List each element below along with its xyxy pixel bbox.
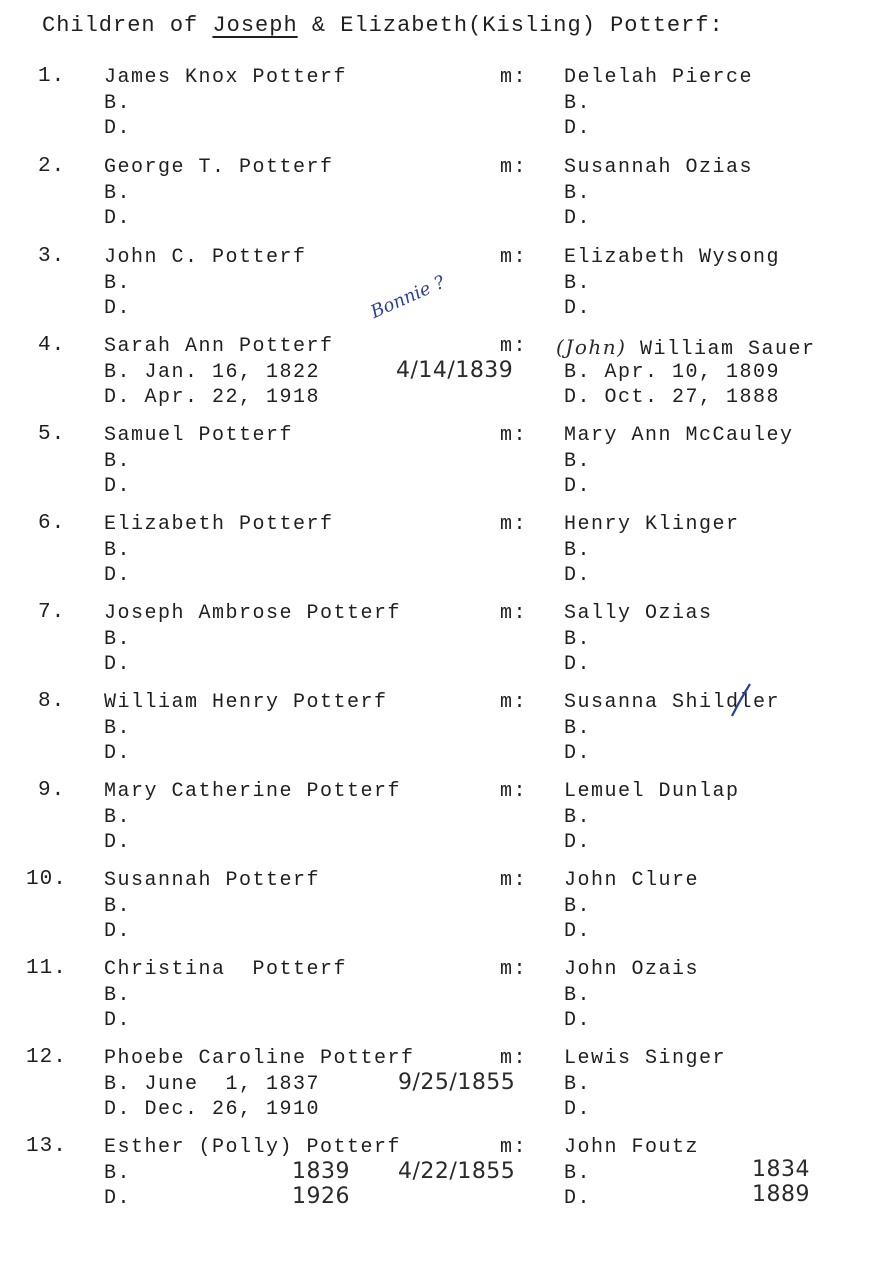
spouse-death: D. (564, 742, 592, 765)
page-title (42, 13, 724, 38)
child-birth: B. (104, 806, 132, 829)
spouse-birth: B. (564, 984, 592, 1007)
spouse-death: D. (564, 1009, 592, 1032)
married-label: m: (500, 246, 528, 269)
entry-6 (0, 512, 878, 598)
entry-number: 5. (38, 423, 66, 446)
spouse-birth: B. Apr. 10, 1809 (564, 361, 781, 384)
entry-1 (0, 65, 878, 151)
entry-number: 9. (38, 779, 66, 802)
child-death: D. (104, 920, 132, 943)
spouse-name: Henry Klinger (564, 513, 740, 536)
spouse-birth: B. (564, 182, 592, 205)
child-name: John C. Potterf (104, 246, 307, 269)
child-death: D. (104, 1009, 132, 1032)
spouse-birth: B. (564, 895, 592, 918)
entry-number: 1. (38, 65, 66, 88)
spouse-death: D. (564, 117, 592, 140)
married-label: m: (500, 513, 528, 536)
child-death: D. (104, 475, 132, 498)
spouse-death: D. Oct. 27, 1888 (564, 386, 781, 409)
entry-9 (0, 779, 878, 865)
child-birth: B. (104, 628, 132, 651)
spouse-death: D. (564, 564, 592, 587)
child-name: Sarah Ann Potterf (104, 335, 334, 358)
entry-number: 13. (26, 1135, 67, 1158)
child-death: D. Apr. 22, 1918 (104, 386, 321, 409)
married-label: m: (500, 780, 528, 803)
spouse-birth: B. (564, 628, 592, 651)
title-underlined-name: Joseph (212, 13, 298, 38)
spouse-birth: B. (564, 272, 592, 295)
spouse-name: Mary Ann McCauley (564, 424, 794, 447)
child-name: Samuel Potterf (104, 424, 294, 447)
child-name: George T. Potterf (104, 156, 334, 179)
correction-mark (726, 682, 756, 720)
handwritten-spouse-birth-year: 1834 (752, 1157, 810, 1182)
child-death: D. (104, 742, 132, 765)
child-birth: B. Jan. 16, 1822 (104, 361, 321, 384)
married-label: m: (500, 1047, 528, 1070)
entry-11 (0, 957, 878, 1043)
spouse-birth: B. (564, 1162, 592, 1185)
spouse-name-row (556, 334, 815, 363)
child-name: William Henry Potterf (104, 691, 388, 714)
child-name: Phoebe Caroline Potterf (104, 1047, 415, 1070)
entry-number: 12. (26, 1046, 67, 1069)
married-label: m: (500, 424, 528, 447)
spouse-name: Delelah Pierce (564, 66, 754, 89)
married-label: m: (500, 1136, 528, 1159)
spouse-death: D. (564, 1187, 592, 1210)
spouse-death: D. (564, 207, 592, 230)
child-death: D. (104, 653, 132, 676)
child-birth: B. (104, 1162, 132, 1185)
married-label: m: (500, 602, 528, 625)
spouse-birth: B. (564, 92, 592, 115)
spouse-death: D. (564, 653, 592, 676)
spouse-birth: B. (564, 1073, 592, 1096)
handwritten-margin-note: Bonnie ? (367, 271, 449, 323)
spouse-name: John Clure (564, 869, 700, 892)
handwritten-spouse-prefix: (John) (556, 335, 627, 359)
entry-number: 8. (38, 690, 66, 713)
married-label: m: (500, 335, 528, 358)
child-death: D. Dec. 26, 1910 (104, 1098, 321, 1121)
spouse-name: Susannah Ozias (564, 156, 754, 179)
title-suffix: & Elizabeth(Kisling) Potterf: (297, 13, 724, 38)
child-name: Esther (Polly) Potterf (104, 1136, 402, 1159)
child-birth: B. (104, 450, 132, 473)
child-birth: B. (104, 717, 132, 740)
child-birth: B. (104, 182, 132, 205)
entry-number: 6. (38, 512, 66, 535)
handwritten-marriage-date: 4/14/1839 (396, 358, 514, 383)
child-name: Elizabeth Potterf (104, 513, 334, 536)
child-birth: B. (104, 895, 132, 918)
child-name: Joseph Ambrose Potterf (104, 602, 402, 625)
married-label: m: (500, 66, 528, 89)
spouse-name: John Ozais (564, 958, 700, 981)
child-birth: B. (104, 272, 132, 295)
married-label: m: (500, 869, 528, 892)
entry-number: 2. (38, 155, 66, 178)
entry-12 (0, 1046, 878, 1132)
entry-number: 10. (26, 868, 67, 891)
spouse-death: D. (564, 475, 592, 498)
child-name: James Knox Potterf (104, 66, 348, 89)
entry-number: 11. (26, 957, 67, 980)
child-death: D. (104, 1187, 132, 1210)
entry-5 (0, 423, 878, 509)
entry-8 (0, 690, 878, 776)
spouse-name: William Sauer (639, 338, 816, 361)
spouse-birth: B. (564, 450, 592, 473)
child-birth: B. (104, 92, 132, 115)
spouse-name: Susanna Shildler (564, 691, 781, 714)
spouse-name: Lewis Singer (564, 1047, 727, 1070)
spouse-birth: B. (564, 806, 592, 829)
spouse-birth: B. (564, 539, 592, 562)
entry-2 (0, 155, 878, 241)
married-label: m: (500, 156, 528, 179)
spouse-death: D. (564, 831, 592, 854)
handwritten-marriage-date: 4/22/1855 (398, 1159, 516, 1184)
child-birth: B. June 1, 1837 (104, 1073, 321, 1096)
spouse-name: Lemuel Dunlap (564, 780, 740, 803)
child-name: Mary Catherine Potterf (104, 780, 402, 803)
entry-number: 7. (38, 601, 66, 624)
child-name: Christina Potterf (104, 958, 348, 981)
handwritten-spouse-death-year: 1889 (752, 1182, 810, 1207)
child-death: D. (104, 564, 132, 587)
married-label: m: (500, 958, 528, 981)
spouse-death: D. (564, 920, 592, 943)
child-death: D. (104, 207, 132, 230)
child-death: D. (104, 831, 132, 854)
married-label: m: (500, 691, 528, 714)
handwritten-birth-year: 1839 (292, 1159, 350, 1184)
entry-4 (0, 271, 878, 420)
child-name: Susannah Potterf (104, 869, 321, 892)
child-birth: B. (104, 539, 132, 562)
spouse-death: D. (564, 1098, 592, 1121)
title-prefix: Children of (42, 13, 213, 38)
entry-7 (0, 601, 878, 687)
spouse-birth: B. (564, 717, 592, 740)
entry-10 (0, 868, 878, 954)
spouse-name: John Foutz (564, 1136, 700, 1159)
entry-number: 3. (38, 245, 66, 268)
handwritten-marriage-date: 9/25/1855 (398, 1070, 516, 1095)
child-birth: B. (104, 984, 132, 1007)
spouse-death: D. (564, 297, 592, 320)
entry-13 (0, 1135, 878, 1221)
spouse-name: Sally Ozias (564, 602, 713, 625)
spouse-name: Elizabeth Wysong (564, 246, 781, 269)
entry-number: 4. (38, 334, 66, 357)
child-death: D. (104, 117, 132, 140)
child-death: D. (104, 297, 132, 320)
handwritten-death-year: 1926 (292, 1184, 350, 1209)
